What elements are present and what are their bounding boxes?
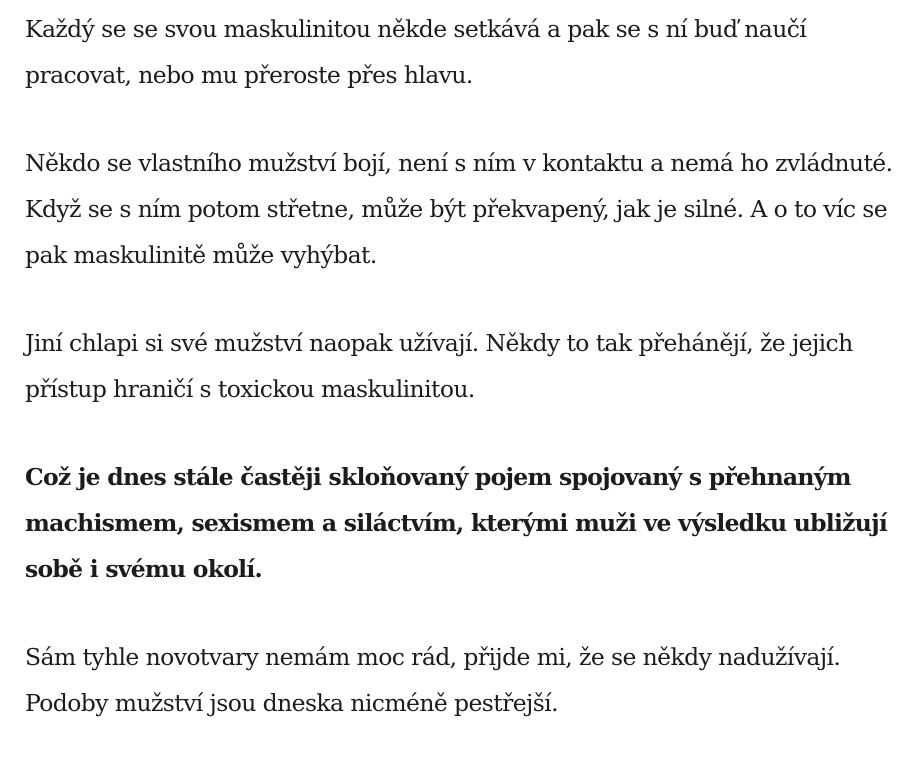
paragraph-3: Jiní chlapi si své mužství naopak užívají. Někdy to tak přehánějí, že jejich přístup hraničí s toxickou maskulinitou. [25,329,853,403]
paragraph-4-bold: Což je dnes stále častěji skloňovaný pojem spojovaný s přehnaným machismem, sexismem a siláctvím, kterými muži ve výsledku ubližují sobě i svému okolí. [25,463,888,583]
paragraph-2: Někdo se vlastního mužství bojí, není s ním v kontaktu a nemá ho zvládnuté. Když se s ním potom střetne, může být překvapený, jak je silné. A o to víc se pak maskulinitě může vyhýbat. [25,149,893,269]
paragraph-5: Sám tyhle novotvary nemám moc rád, přijde mi, že se někdy nadužívají. Podoby mužství jsou dneska nicméně pestřejší. [25,643,841,717]
article-body [25,6,895,768]
paragraph-1: Každý se se svou maskulinitou někde setkává a pak se s ní buď naučí pracovat, nebo mu přeroste přes hlavu. [25,15,807,89]
